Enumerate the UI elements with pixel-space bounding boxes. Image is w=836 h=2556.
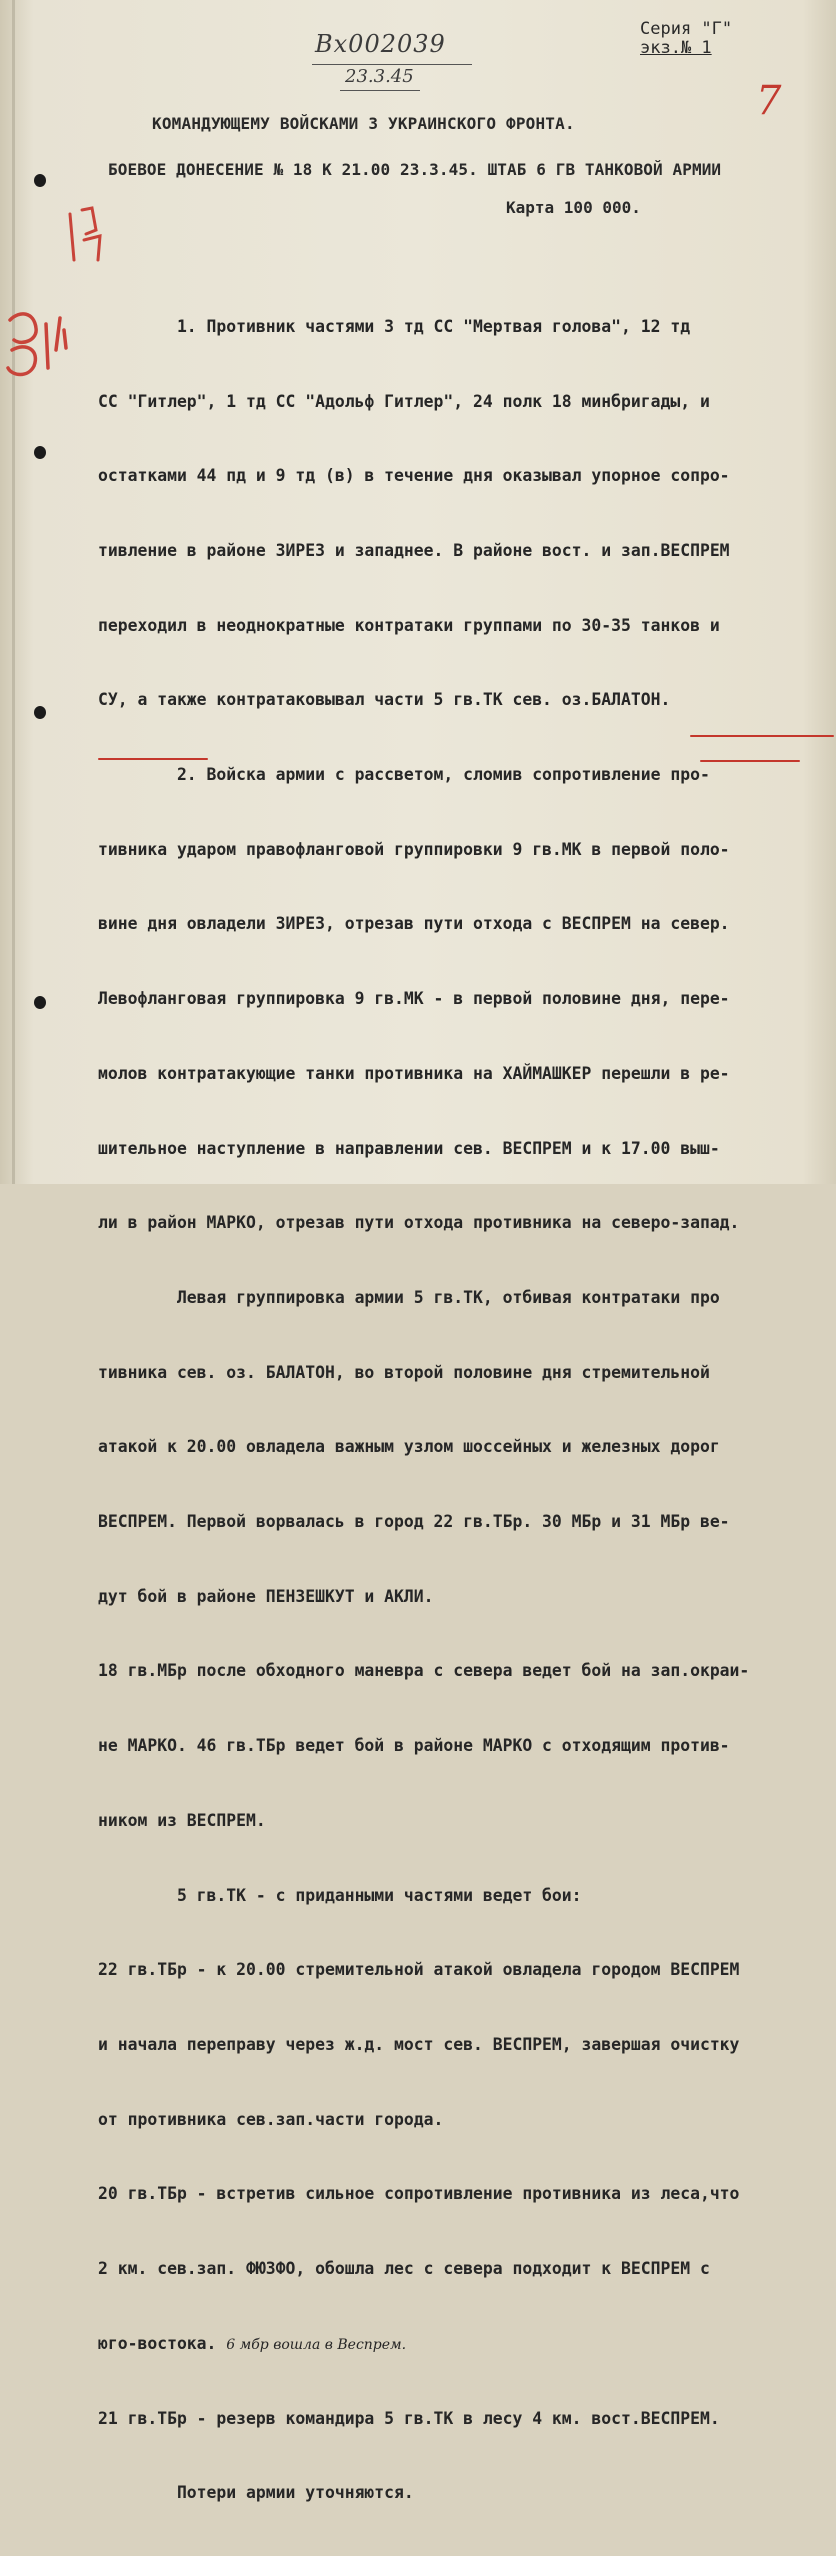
red-underline-3: [700, 760, 800, 762]
body-line: дут бой в районе ПЕНЗЕШКУТ и АКЛИ.: [98, 1586, 434, 1606]
registration-date: 23.3.45: [345, 66, 414, 87]
body-line: СУ, а также контратаковывал части 5 гв.ТК сев. оз.БАЛАТОН.: [98, 690, 671, 710]
margin-red-number: 7: [756, 78, 782, 124]
body-line-text: юго-востока.: [98, 2333, 217, 2353]
body-line: переходил в неоднократные контратаки группами по 30-35 танков и: [98, 615, 720, 635]
body-line: ли в район МАРКО, отрезав пути отхода противника на северо-запад.: [98, 1213, 740, 1233]
body-line: тивника ударом правофланговой группировки 9 гв.МК в первой поло-: [98, 839, 730, 859]
body-line: вине дня овладели ЗИРЕЗ, отрезав пути отхода с ВЕСПРЕМ на север.: [98, 914, 730, 934]
body-line: 21 гв.ТБр - резерв командира 5 гв.ТК в лесу 4 км. вост.ВЕСПРЕМ.: [98, 2408, 720, 2428]
series-line: Серия "Г": [640, 19, 733, 39]
body-line: и начала переправу через ж.д. мост сев. ВЕСПРЕМ, завершая очистку: [98, 2034, 740, 2054]
series-block: [640, 20, 732, 58]
report-body: [98, 265, 818, 2556]
registration-rule-bottom: [340, 90, 420, 91]
red-pencil-margin-note: [0, 200, 100, 450]
body-line: 1. Противник частями 3 тд СС "Мертвая голова", 12 тд: [98, 316, 691, 336]
body-line: тивника сев. оз. БАЛАТОН, во второй половине дня стремительной: [98, 1362, 710, 1382]
red-underline-2: [98, 758, 208, 760]
punch-hole-3: [34, 706, 46, 719]
body-line: Потери армии уточняются.: [98, 2483, 414, 2503]
body-line: не МАРКО. 46 гв.ТБр ведет бой в районе МАРКО с отходящим против-: [98, 1736, 730, 1756]
punch-hole-1: [34, 174, 46, 187]
body-line: атакой к 20.00 овладела важным узлом шоссейных и железных дорог: [98, 1437, 720, 1457]
body-line: 2. Войска армии с рассветом, сломив сопротивление про-: [98, 765, 710, 785]
body-line: остатками 44 пд и 9 тд (в) в течение дня оказывал упорное сопро-: [98, 466, 730, 486]
body-line: от противника сев.зап.части города.: [98, 2109, 444, 2129]
body-line: ВЕСПРЕМ. Первой ворвалась в город 22 гв.ТБр. 30 МБр и 31 МБр ве-: [98, 1512, 730, 1532]
body-line: 20 гв.ТБр - встретив сильное сопротивление противника из леса,что: [98, 2184, 740, 2204]
red-underline-1: [690, 735, 834, 737]
body-line: [98, 2332, 818, 2357]
registration-rule-top: [312, 64, 472, 65]
body-line: ником из ВЕСПРЕМ.: [98, 1810, 266, 1830]
copy-number-line: экз.№ 1: [640, 38, 712, 58]
handwritten-insert: 6 мбр вошла в Веспрем.: [226, 2336, 407, 2353]
body-line: тивление в районе ЗИРЕЗ и западнее. В районе вост. и зап.ВЕСПРЕМ: [98, 540, 730, 560]
registration-number: Вх002039: [315, 30, 446, 58]
report-title: БОЕВОЕ ДОНЕСЕНИЕ № 18 К 21.00 23.3.45. ШТАБ 6 ГВ ТАНКОВОЙ АРМИИ: [108, 160, 722, 179]
punch-hole-4: [34, 996, 46, 1009]
body-line: Левая группировка армии 5 гв.ТК, отбивая контратаки про: [98, 1287, 720, 1307]
body-line: 22 гв.ТБр - к 20.00 стремительной атакой овладела городом ВЕСПРЕМ: [98, 1960, 740, 1980]
body-line: 18 гв.МБр после обходного маневра с севера ведет бой на зап.окраи-: [98, 1661, 750, 1681]
body-line: шительное наступление в направлении сев. ВЕСПРЕМ и к 17.00 выш-: [98, 1138, 720, 1158]
body-line: Левофланговая группировка 9 гв.МК - в первой половине дня, пере-: [98, 989, 730, 1009]
addressee-heading: КОМАНДУЮЩЕМУ ВОЙСКАМИ 3 УКРАИНСКОГО ФРОНТА.: [152, 114, 575, 133]
map-scale: Карта 100 000.: [506, 198, 641, 217]
page-fold: [12, 0, 15, 1184]
body-line: 2 км. сев.зап. ФЮЗФО, обошла лес с севера подходит к ВЕСПРЕМ с: [98, 2259, 710, 2279]
body-line: СС "Гитлер", 1 тд СС "Адольф Гитлер", 24 полк 18 минбригады, и: [98, 391, 710, 411]
body-line: 5 гв.ТК - с приданными частями ведет бои:: [98, 1885, 582, 1905]
body-line: молов контратакующие танки противника на ХАЙМАШКЕР перешли в ре-: [98, 1063, 730, 1083]
